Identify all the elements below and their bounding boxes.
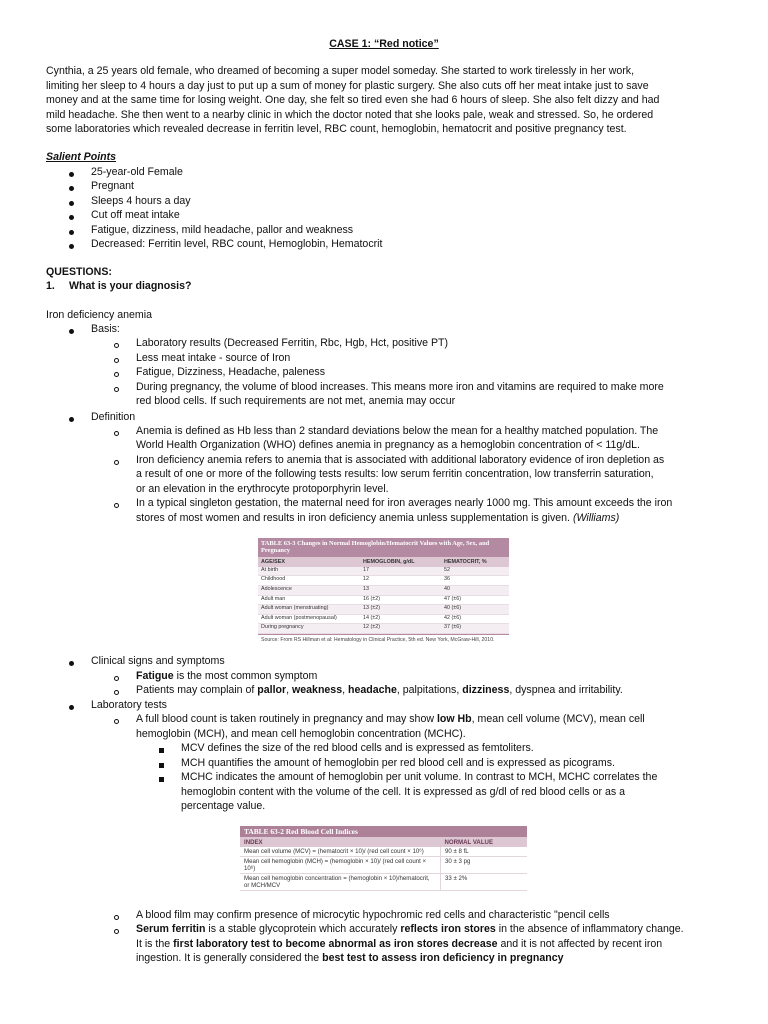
bold-text: headache (347, 684, 397, 696)
bold-text: best test to assess iron deficiency in pregnancy (322, 952, 564, 964)
bold-text: first laboratory test to become abnormal as iron stores decrease (173, 938, 498, 950)
circle-bullet-icon (114, 358, 119, 363)
table-cell: 12 (360, 576, 441, 586)
clinical-item (136, 669, 317, 684)
question-number: 1. (46, 280, 55, 292)
bullet-icon (69, 201, 74, 206)
table-cell: 17 (360, 567, 441, 576)
circle-bullet-icon (114, 343, 119, 348)
table-row (258, 614, 509, 624)
lab-line: hemoglobin (MCH), and mean cell hemoglobin concentration (MCHC). (136, 728, 466, 740)
table-cell: 52 (441, 567, 509, 576)
table-cell: At birth (258, 567, 360, 576)
table-cell: Adult woman (postmenopausal) (258, 614, 360, 624)
table-row (240, 874, 527, 891)
salient-heading: Salient Points (46, 151, 117, 163)
bullet-icon (69, 172, 74, 177)
text: is the most common symptom (173, 670, 318, 682)
text: is a stable glycoprotein which accurately (205, 923, 401, 935)
lab-line (136, 712, 645, 727)
table-row (258, 595, 509, 605)
table-cell: Adult man (258, 595, 360, 605)
citation: (Williams) (572, 512, 620, 524)
bullet-icon (69, 329, 74, 334)
text: It is the (136, 938, 174, 950)
table-cell: Adult woman (menstruating) (258, 605, 360, 615)
bullet-icon (69, 244, 74, 249)
circle-bullet-icon (114, 929, 119, 934)
table-cell: 37 (±6) (441, 624, 509, 634)
table-caption: TABLE 63-2 Red Blood Cell Indices (240, 826, 527, 837)
lab-label: Laboratory tests (91, 699, 167, 711)
paragraph-line: mild headache. She then went to a nearby clinic in which the doctor noted that she looks pale, weak and stressed. So, he ordered (46, 108, 654, 121)
table-cell: 16 (±2) (360, 595, 441, 605)
ferritin-line (136, 937, 662, 952)
text: , (286, 684, 293, 696)
ferritin-line (136, 922, 684, 937)
circle-bullet-icon (114, 676, 119, 681)
bold-text: Serum ferritin (136, 923, 206, 935)
definition-line-text: stores of most women and results in iron deficiency anemia unless supplementation is given. (136, 512, 570, 524)
bullet-icon (69, 417, 74, 422)
square-bullet-icon (159, 777, 164, 782)
diagnosis: Iron deficiency anemia (46, 309, 152, 321)
table-row (258, 567, 509, 576)
basis-item: Laboratory results (Decreased Ferritin, Rbc, Hgb, Hct, positive PT) (136, 337, 449, 349)
table-cell: 14 (±2) (360, 614, 441, 624)
circle-bullet-icon (114, 372, 119, 377)
paragraph-line: some laboratories which revealed decrease in ferritin level, RBC count, hemoglobin, hematocrit and positive pregnancy test. (46, 123, 627, 136)
salient-item: Decreased: Ferritin level, RBC count, Hemoglobin, Hematocrit (91, 238, 383, 250)
column-header: INDEX (240, 837, 441, 847)
table-caption: TABLE 63-3 Changes in Normal Hemoglobin/Hematocrit Values with Age, Sex, and Pregnancy (258, 538, 509, 557)
definition-line: a result of one or more of the following tests results: low serum ferritin concentration, low transferrin saturation, (136, 468, 654, 480)
bold-text: Fatigue (136, 670, 174, 682)
bullet-icon (69, 215, 74, 220)
circle-bullet-icon (114, 387, 119, 392)
table-cell: 40 (441, 586, 509, 596)
paragraph-line: Cynthia, a 25 years old female, who dreamed of becoming a super model someday. She started to work tirelessly in her work, (46, 65, 635, 77)
table-cell: During pregnancy (258, 624, 360, 634)
definition-line (136, 511, 619, 526)
text: , dyspnea and irritability. (509, 684, 623, 696)
definition-line: In a typical singleton gestation, the maternal need for iron averages nearly 1000 mg. This amount exceeds the iron (136, 497, 673, 509)
bullet-icon (69, 230, 74, 235)
circle-bullet-icon (114, 719, 119, 724)
table-cell: 40 (±6) (441, 605, 509, 615)
question-text: What is your diagnosis? (69, 280, 192, 292)
table-row (258, 605, 509, 615)
table-cell: Mean cell hemoglobin (MCH) = (hemoglobin × 10)/ (red cell count × 10⁶) (240, 857, 441, 874)
ferritin-line (136, 951, 563, 966)
column-header: AGE/SEX (258, 557, 360, 567)
questions-label: QUESTIONS: (46, 266, 112, 278)
table-row (258, 576, 509, 586)
table-cell: 12 (±2) (360, 624, 441, 634)
table-cell: Mean cell hemoglobin concentration = (hemoglobin × 10)/hematocrit, or MCH/MCV (240, 874, 441, 891)
text: in the absence of inflammatory change. (495, 923, 684, 935)
paragraph-line: limiting her sleep to 4 hours a day just to put up a sum of money for plastic surgery. She also cuts off her meat intake just to save (46, 79, 649, 92)
definition-line: Anemia is defined as Hb less than 2 standard deviations below the mean for a healthy matched population. The (136, 425, 659, 437)
basis-item: Fatigue, Dizziness, Headache, paleness (136, 366, 326, 378)
lab-sub-item: MCV defines the size of the red blood cells and is expressed as femtoliters. (181, 742, 534, 754)
basis-item: red blood cells. If such requirements are not met, anemia may occur (136, 395, 456, 407)
case-paragraph (46, 64, 726, 137)
table-cell: 33 ± 2% (441, 874, 528, 891)
table-cell: 47 (±6) (441, 595, 509, 605)
text: , (342, 684, 348, 696)
salient-item: Fatigue, dizziness, mild headache, pallor and weakness (91, 224, 354, 236)
bullet-icon (69, 186, 74, 191)
bullet-icon (69, 661, 74, 666)
text: , palpitations, (396, 684, 463, 696)
circle-bullet-icon (114, 690, 119, 695)
table-cell: Mean cell volume (MCV) = (hematocrit × 10)/ (red cell count × 10⁶) (240, 847, 441, 857)
salient-item: Cut off meat intake (91, 209, 180, 221)
rbc-indices-table (240, 826, 527, 891)
text: ingestion. It is generally considered the (136, 952, 323, 964)
table-cell: 30 ± 3 pg (441, 857, 528, 874)
definition-label: Definition (91, 411, 136, 423)
definition-line: Iron deficiency anemia refers to anemia that is associated with additional laboratory evidence of iron depletion as (136, 454, 665, 466)
basis-item: Less meat intake - source of Iron (136, 352, 291, 364)
basis-item: During pregnancy, the volume of blood increases. This means more iron and vitamins are required to make more (136, 381, 664, 393)
table-cell: 36 (441, 576, 509, 586)
clinical-label: Clinical signs and symptoms (91, 655, 225, 667)
table-cell: 42 (±6) (441, 614, 509, 624)
table-cell: 13 (360, 586, 441, 596)
bold-text: low Hb (436, 713, 472, 725)
table-source: Source: From RS Hillman et al: Hematology in Clinical Practice, 5th ed. New York, McGraw-Hill, 2010. (258, 634, 509, 645)
bold-text: dizziness (462, 684, 510, 696)
table-row (240, 847, 527, 857)
film-line: A blood film may confirm presence of microcytic hypochromic red cells and characteristic "pencil cells (136, 909, 610, 921)
square-bullet-icon (159, 748, 164, 753)
column-header: NORMAL VALUE (441, 837, 528, 847)
bullet-icon (69, 705, 74, 710)
square-bullet-icon (159, 763, 164, 768)
column-header: HEMATOCRIT, % (441, 557, 509, 567)
salient-item: Pregnant (91, 180, 134, 192)
salient-item: 25-year-old Female (91, 166, 183, 178)
lab-sub-item: percentage value. (181, 800, 266, 812)
table-cell: Childhood (258, 576, 360, 586)
bold-text: pallor (257, 684, 287, 696)
table-cell: 13 (±2) (360, 605, 441, 615)
lab-sub-item: MCHC indicates the amount of hemoglobin per unit volume. In contrast to MCH, MCHC correlates the (181, 771, 658, 783)
basis-label: Basis: (91, 323, 120, 335)
clinical-item (136, 683, 623, 698)
bold-text: reflects iron stores (400, 923, 496, 935)
table-row (258, 586, 509, 596)
circle-bullet-icon (114, 915, 119, 920)
text: , mean cell volume (MCV), mean cell (471, 713, 645, 725)
column-header: HEMOGLOBIN, g/dL (360, 557, 441, 567)
text: A full blood count is taken routinely in pregnancy and may show (136, 713, 437, 725)
definition-line: World Health Organization (WHO) defines anemia in pregnancy as a hemoglobin concentration of < 11g/dL. (136, 439, 640, 451)
circle-bullet-icon (114, 460, 119, 465)
text: Patients may complain of (136, 684, 258, 696)
circle-bullet-icon (114, 503, 119, 508)
circle-bullet-icon (114, 431, 119, 436)
table-cell: Adolescence (258, 586, 360, 596)
table-cell: 90 ± 8 fL (441, 847, 528, 857)
table-row (258, 624, 509, 634)
table-row (240, 857, 527, 874)
bold-text: weakness (292, 684, 343, 696)
salient-item: Sleeps 4 hours a day (91, 195, 191, 207)
text: and it is not affected by recent iron (497, 938, 663, 950)
lab-sub-item: MCH quantifies the amount of hemoglobin per red blood cell and is expressed as picograms. (181, 757, 615, 769)
paragraph-line: money and at the same time for losing weight. One day, she felt so tired even she had 6 hours of sleep. She also felt dizzy and had (46, 94, 660, 107)
hemoglobin-table (258, 538, 509, 645)
lab-sub-item: hemoglobin content with the volume of the cell. It is expressed as g/dl of red blood cells or as a (181, 786, 626, 798)
case-title: CASE 1: “Red notice” (329, 38, 439, 50)
definition-line: or an elevation in the erythrocyte protoporphyrin level. (136, 483, 389, 495)
